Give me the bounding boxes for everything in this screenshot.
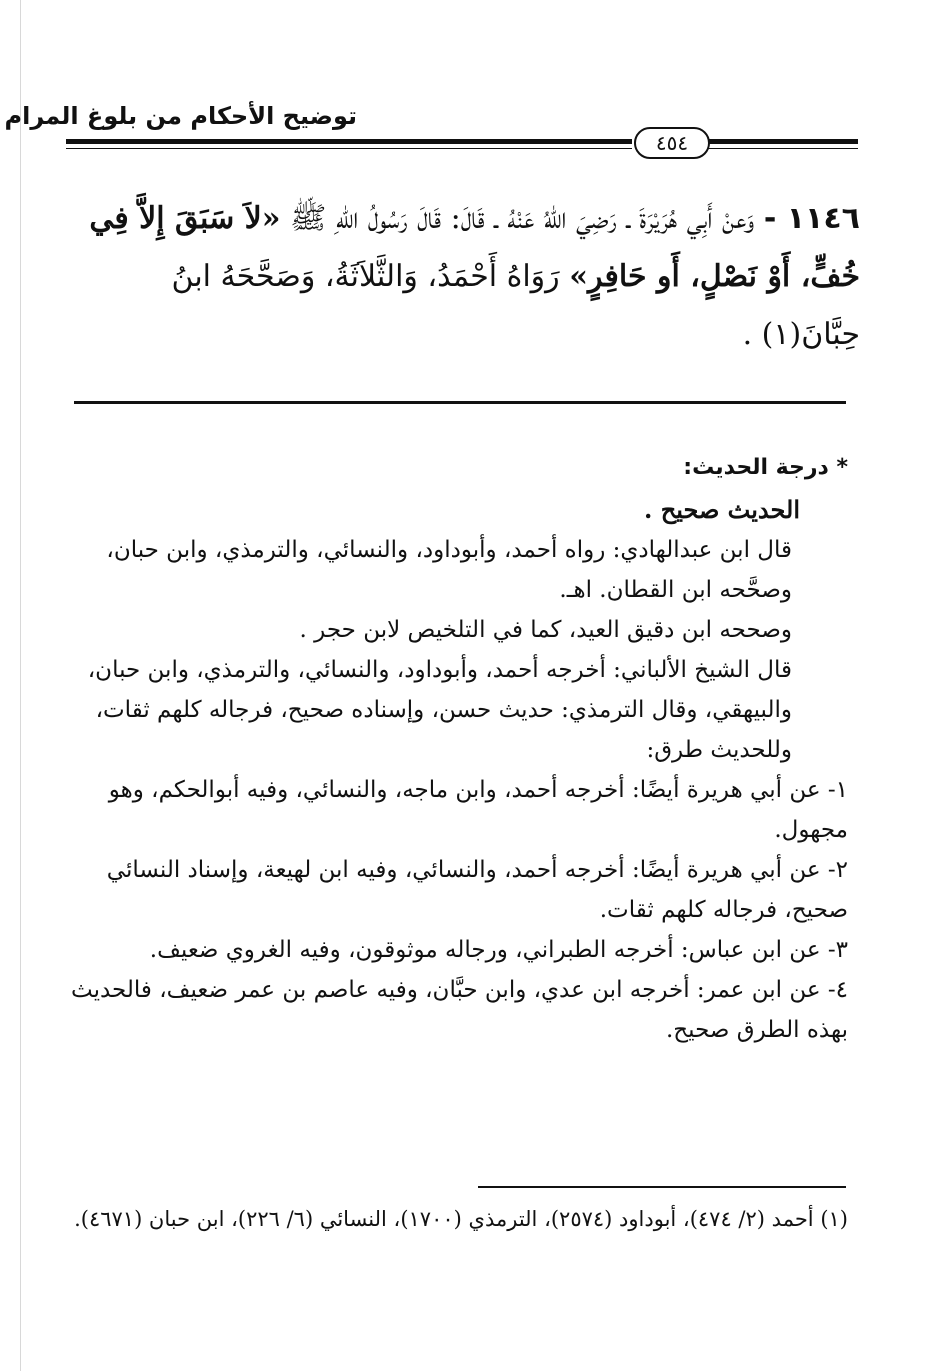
hadith-text [72, 190, 860, 364]
header-rule-right [706, 139, 858, 144]
paragraph-ibn-abdulhadi: قال ابن عبدالهادي: رواه أحمد، وأبوداود، والنسائي، والترمذي، وابن حبان، وصحَّحه ابن القطان. اهـ. [106, 537, 792, 603]
hadith-intro: وَعنْ أَبِي هُرَيْرَةَ ـ رَضِيَ اللهُ عَنْهُ ـ قَالَ: قَالَ رَسُولُ اللهِ ﷺ [290, 201, 755, 236]
route-item: ٣- عن ابن عباس: أخرجه الطبراني، ورجاله موثوقون، وفيه الغروي ضعيف. [149, 937, 848, 963]
paragraph-albani: قال الشيخ الألباني: أخرجه أحمد، وأبوداود، والنسائي، والترمذي، وابن حبان، والبيهقي، وقال الترمذي: حديث حسن، وإسناده صحيح، فرجاله كلهم ثقات، وللحديث طرق: [87, 657, 792, 763]
route-item: ١- عن أبي هريرة أيضًا: أخرجه أحمد، وابن ماجه، والنسائي، وفيه أبوالحكم، وهو مجهول. [108, 777, 848, 843]
paragraph-ibn-daqiq: وصححه ابن دقيق العيد، كما في التلخيص لابن حجر . [299, 617, 792, 643]
hadith-number: ١١٤٦ - [763, 201, 860, 236]
running-header-title: توضيح الأحكام من بلوغ المرام [4, 102, 357, 130]
section-heading: * درجة الحديث: [683, 455, 848, 480]
section-divider [74, 401, 846, 404]
footnote [68, 1202, 848, 1236]
hadith-source: رَوَاهُ أَحْمَدُ، وَالثَّلاَثَةُ، وَصَحَّحَهُ ابنُ حِبَّانَ(١) . [171, 259, 860, 352]
page-number-badge: ٤٥٤ [634, 127, 710, 159]
hadith-grade: الحديث صحيح . [644, 495, 800, 524]
commentary [68, 448, 848, 1050]
footnote-text: (١) أحمد (٢/ ٤٧٤)، أبوداود (٢٥٧٤)، الترمذي (١٧٠٠)، النسائي (٦/ ٢٢٦)، ابن حبان (٤٦٧١). [74, 1207, 848, 1231]
header-rule-left [66, 139, 632, 144]
hadith-quote: «لاَ سَبَقَ إِلاَّ فِي خُفٍّ، أَوْ نَصْلٍ، أَو حَافِرٍ» [89, 201, 860, 294]
route-item: ٢- عن أبي هريرة أيضًا: أخرجه أحمد، والنسائي، وفيه ابن لهيعة، وإسناد النسائي صحيح، فرجاله كلهم ثقات. [106, 857, 848, 923]
route-item: ٤- عن ابن عمر: أخرجه ابن عدي، وابن حبَّان، وفيه عاصم بن عمر ضعيف، فالحديث بهذه الطرق صحيح. [70, 977, 848, 1043]
footnote-rule [478, 1186, 846, 1188]
page-margin-line [20, 0, 21, 1371]
